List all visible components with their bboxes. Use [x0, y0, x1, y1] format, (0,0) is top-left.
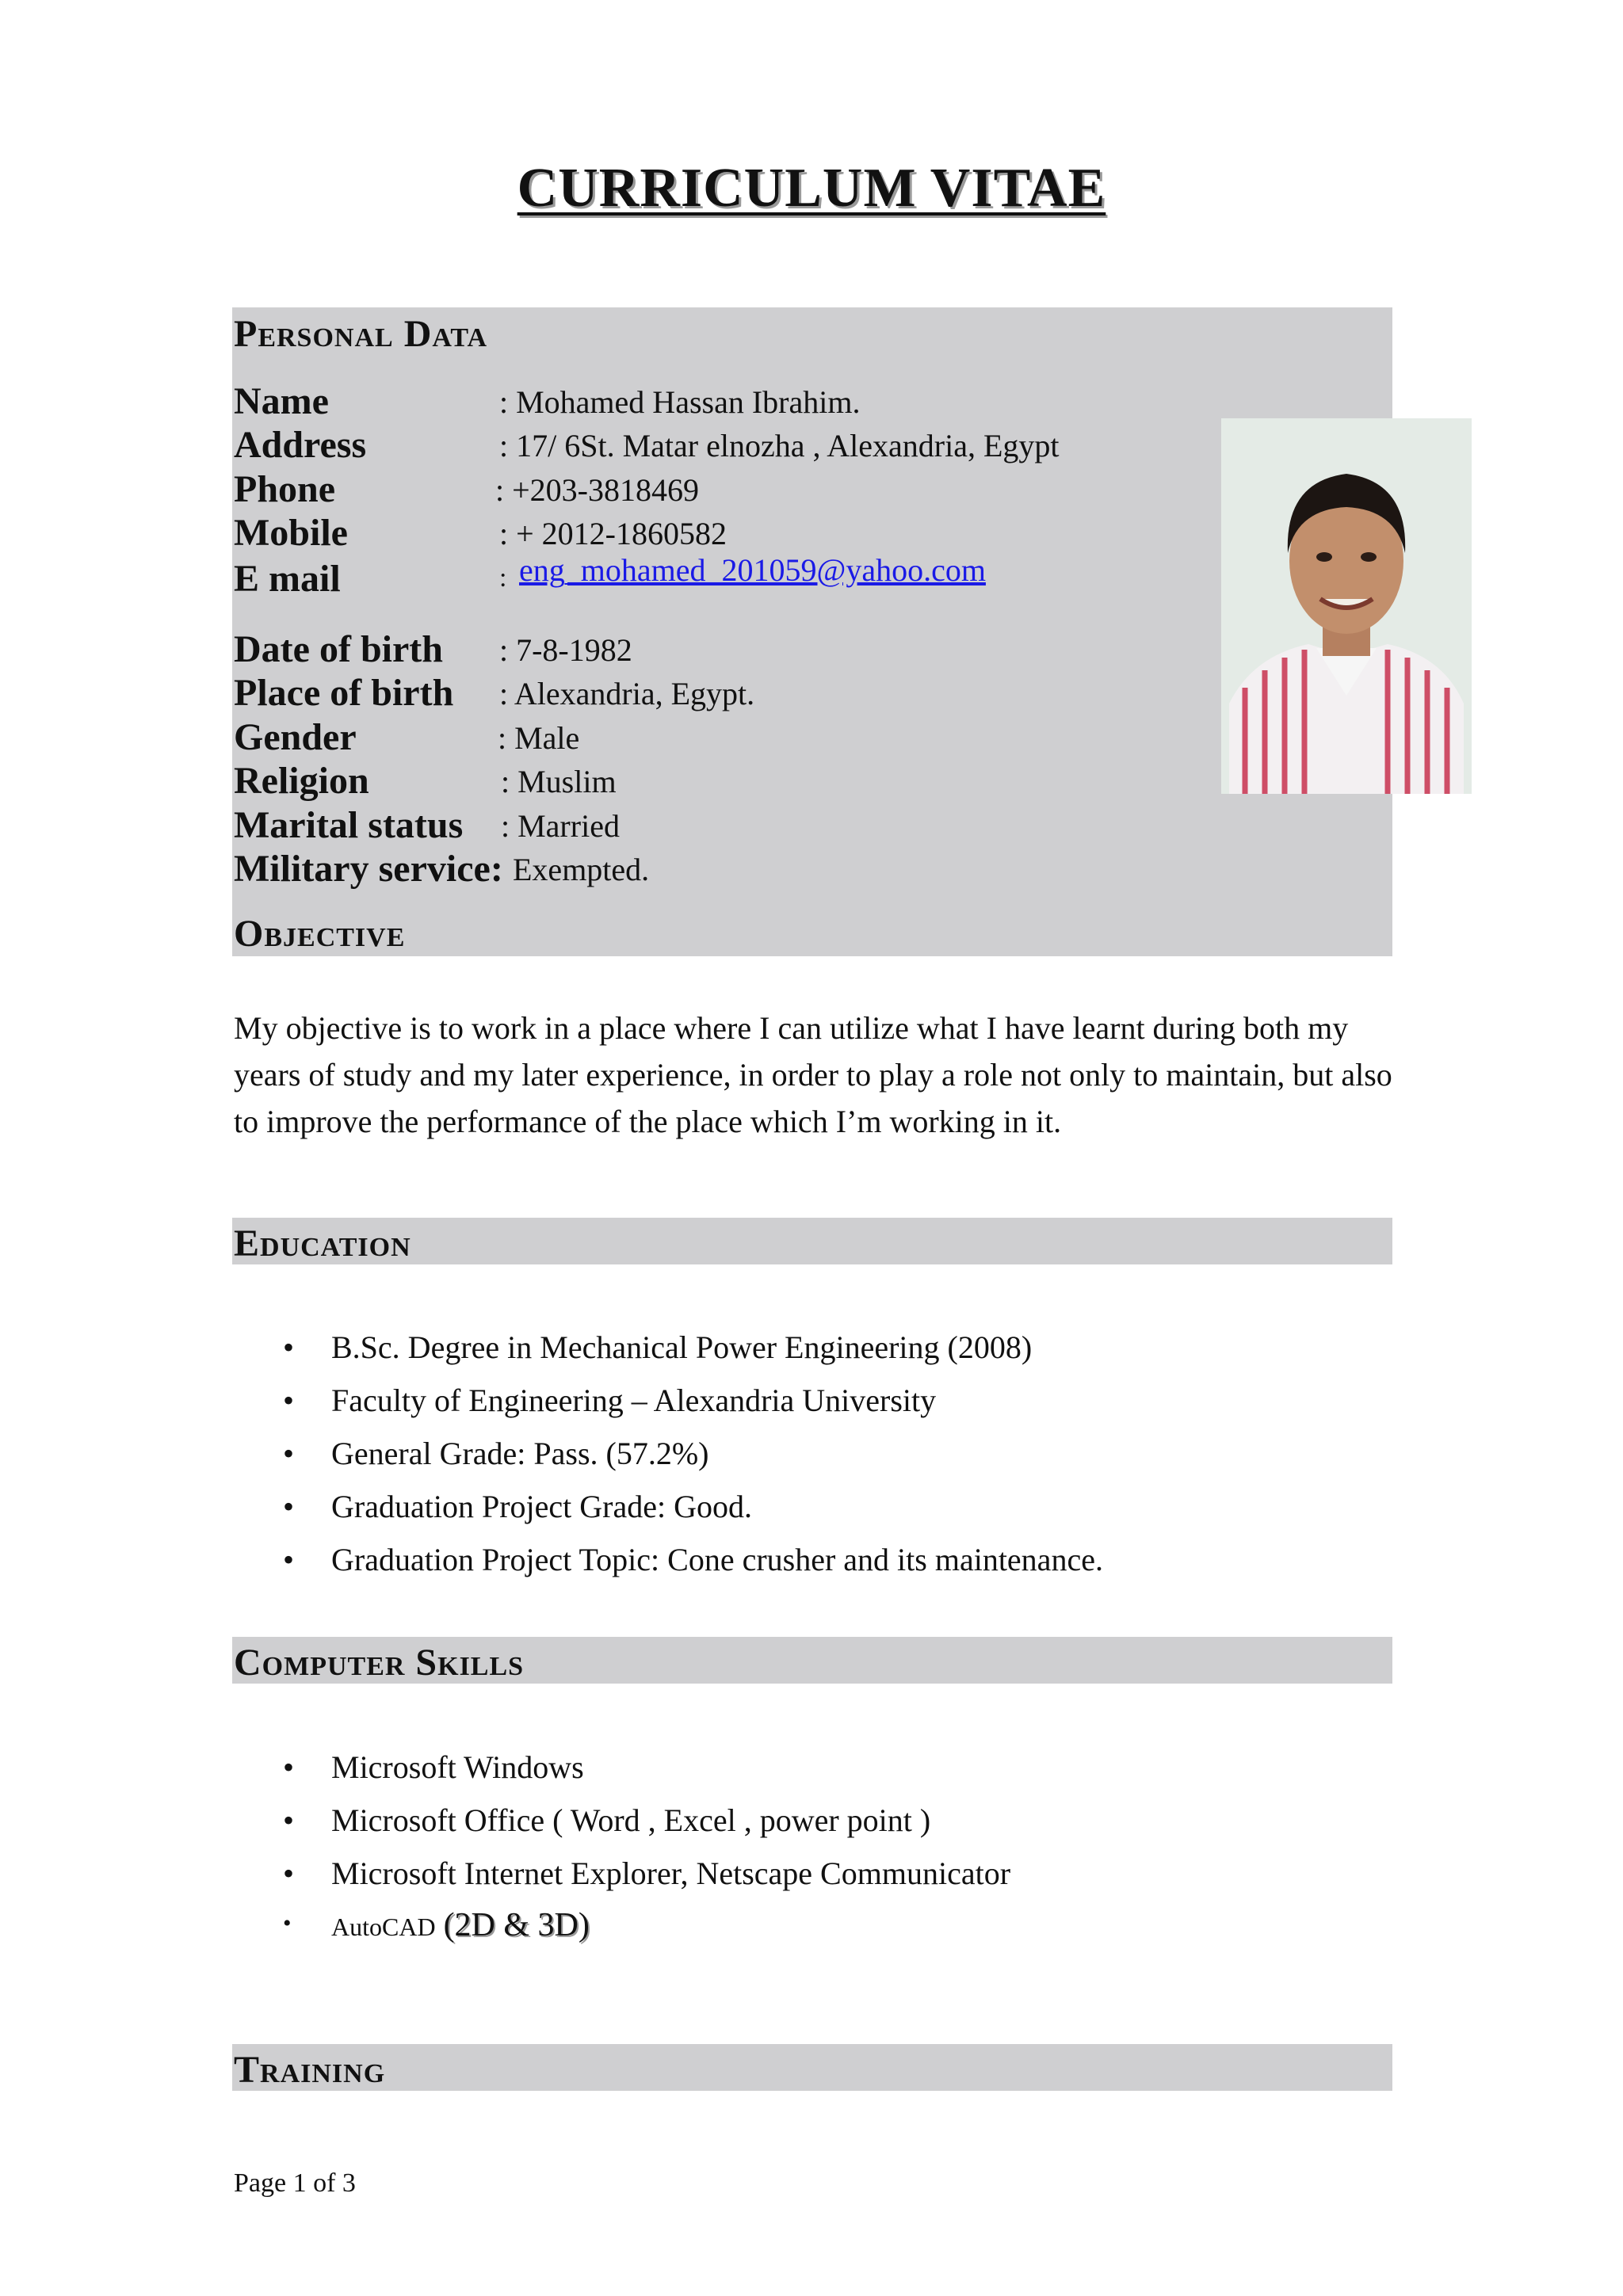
field-value: : Married [501, 808, 620, 844]
field-label: Address [234, 424, 367, 466]
field-label: Religion [234, 760, 369, 802]
objective-heading: Objective [234, 913, 406, 955]
field-value: : Male [498, 720, 580, 756]
field-value: : Muslim [501, 764, 617, 799]
field-value: Exempted. [513, 852, 650, 887]
computer-skills-heading: Computer Skills [234, 1642, 525, 1684]
field-value: : 17/ 6St. Matar elnozha , Alexandria, Egypt [499, 428, 1060, 463]
field-label: Gender [234, 716, 357, 758]
field-label: Military service: [234, 848, 503, 890]
field-label: Phone [234, 468, 336, 510]
bullet: • [283, 1910, 292, 1936]
field-label: Mobile [234, 512, 348, 554]
objective-text: My objective is to work in a place where I can utilize what I have learnt during both my years of study and my later experience, in order to play a role not only to maintain, but also to improve the performance of the place which I’m working in it. [234, 1010, 1392, 1139]
bullet: • [283, 1383, 295, 1418]
bullet: • [283, 1542, 295, 1577]
field-label: E mail [234, 558, 341, 600]
field-label: Place of birth [234, 672, 454, 714]
field-value: : 7-8-1982 [499, 632, 632, 668]
training-band [232, 2044, 1392, 2091]
email-link[interactable]: eng_mohamed_201059@yahoo.com [519, 552, 986, 588]
bullet: • [283, 1329, 295, 1365]
bullet: • [283, 1802, 295, 1838]
autocad-versions: (2D & 3D) [443, 1907, 590, 1943]
education-heading: Education [234, 1222, 411, 1264]
bullet: • [283, 1749, 295, 1785]
autocad-label: AutoCAD [331, 1913, 436, 1941]
field-label: Date of birth [234, 628, 443, 670]
cv-title: CURRICULUM VITAE [517, 158, 1106, 219]
bullet: • [283, 1489, 295, 1524]
field-value: : Mohamed Hassan Ibrahim. [499, 384, 861, 420]
field-value: : Alexandria, Egypt. [499, 676, 755, 711]
field-label: Name [234, 380, 329, 422]
field-value: : +203-3818469 [495, 472, 699, 508]
training-heading: Training [234, 2049, 386, 2091]
page-number: Page 1 of 3 [234, 2168, 356, 2198]
bullet: • [283, 1436, 295, 1471]
personal-data-heading: Personal Data [234, 313, 488, 355]
bullet: • [283, 1855, 295, 1891]
field-label: Marital status [234, 804, 464, 846]
field-value: : [499, 563, 507, 593]
field-value: : + 2012-1860582 [499, 516, 727, 551]
profile-photo [1221, 418, 1472, 794]
